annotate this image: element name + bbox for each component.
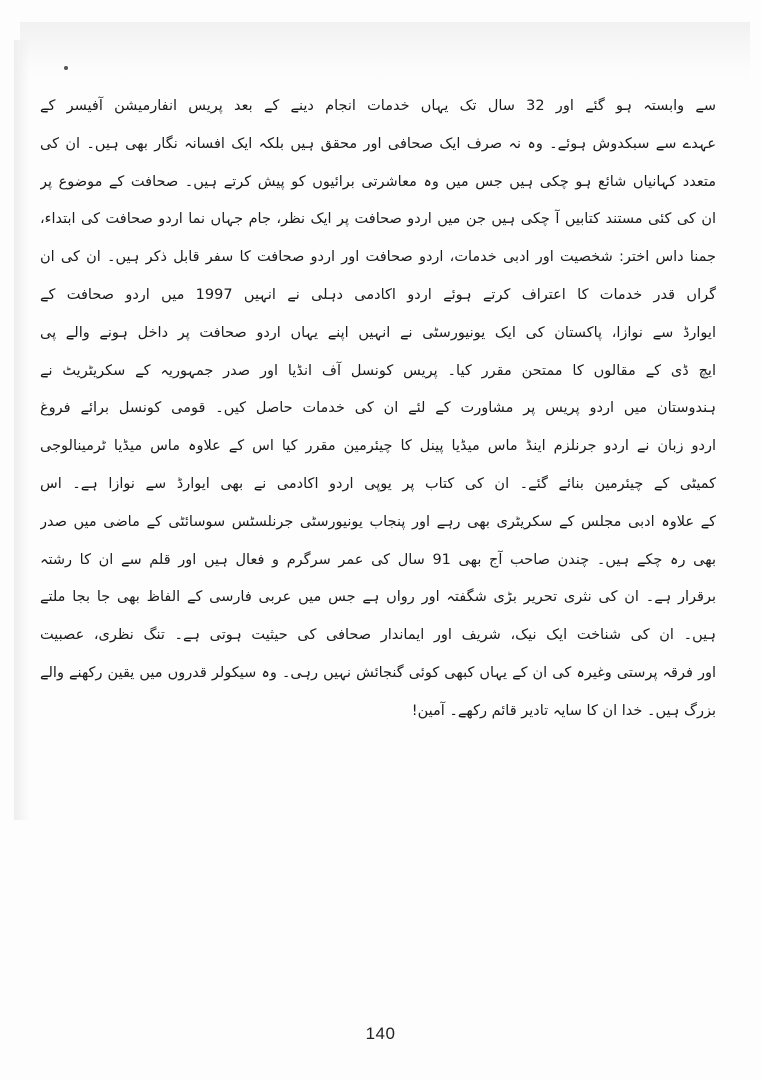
text-line: ایچ ڈی کے مقالوں کا ممتحن مقرر کیا۔ پریس کونسل آف انڈیا اور صدر جمہوریہ کے سکریٹریٹ نے [40, 362, 716, 379]
text-line: ایوارڈ سے نوازا، پاکستان کی ایک یونیورسٹی نے انہیں اپنے یہاں اردو صحافت پر داخل ہونے والے پی [40, 324, 716, 341]
scan-shadow-top [20, 22, 750, 82]
text-line: گراں قدر خدمات کا اعتراف کرتے ہوئے اردو اکادمی دہلی نے انہیں 1997 میں اردو صحافت کے [40, 286, 716, 303]
text-line: ہیں۔ ان کی شناخت ایک نیک، شریف اور ایماندار صحافی کی حیثیت ہوتی ہے۔ تنگ نظری، عصبیت [40, 627, 716, 644]
text-line: اور فرقہ پرستی وغیرہ کی ان کے یہاں کبھی کوئی گنجائش نہیں رہی۔ وہ سیکولر قدروں میں یقین رکھنے والے [40, 664, 716, 681]
text-line: اردو زبان نے اردو جرنلزم اینڈ ماس میڈیا پینل کا چیئرمین مقرر کیا اس کے علاوہ ماس میڈیا ٹرمینالوجی [40, 438, 716, 455]
page-number: 140 [365, 1024, 396, 1043]
text-line: عہدے سے سبکدوش ہوئے۔ وہ نہ صرف ایک صحافی اور محقق ہیں بلکہ ایک افسانہ نگار بھی ہیں۔ ان کی [40, 135, 716, 152]
text-line: سے وابستہ ہو گئے اور 32 سال تک یہاں خدمات انجام دینے کے بعد پریس انفارمیشن آفیسر کے [40, 98, 716, 114]
body-paragraph [40, 88, 716, 731]
text-line: ان کی کئی مستند کتابیں آ چکی ہیں جن میں اردو صحافت پر ایک نظر، جام جہاں نما اردو صحافت کی ابتداء، [40, 211, 716, 228]
text-line: جمنا داس اختر: شخصیت اور ادبی خدمات، اردو صحافت اور اردو صحافت کا سفر قابل ذکر ہیں۔ ان کی ان [40, 249, 716, 266]
text-line: برقرار ہے۔ ان کی نثری تحریر بڑی شگفتہ اور رواں ہے جس میں عربی فارسی کے الفاظ بھی جا بجا ملتے [40, 589, 716, 606]
text-line: متعدد کہانیاں شائع ہو چکی ہیں جس میں وہ معاشرتی برائیوں کو پیش کرتے ہیں۔ صحافت کے موضوع پر [40, 173, 716, 190]
text-line: بزرگ ہیں۔ خدا ان کا سایہ تادیر قائم رکھے۔ آمین! [411, 702, 716, 719]
ink-speck [64, 66, 68, 70]
text-line: کے علاوہ ادبی مجلس کے سکریٹری بھی رہے اور پنجاب یونیورسٹی جرنلسٹس سوسائٹی کے ماضی میں صدر [40, 513, 716, 530]
text-line: کمیٹی کے چیئرمین بنائے گئے۔ ان کی کتاب پر یوپی اردو اکادمی نے بھی ایوارڈ سے نوازا ہے۔ اس [40, 475, 716, 492]
scan-shadow-left [14, 40, 30, 820]
text-line: ہندوستان میں اردو پریس پر مشاورت کے لئے ان کی خدمات حاصل کیں۔ قومی کونسل برائے فروغ [40, 400, 716, 417]
text-line: بھی رہ چکے ہیں۔ چندن صاحب آج بھی 91 سال کی عمر سرگرم و فعال ہیں اور قلم سے ان کا رشتہ [40, 551, 716, 568]
